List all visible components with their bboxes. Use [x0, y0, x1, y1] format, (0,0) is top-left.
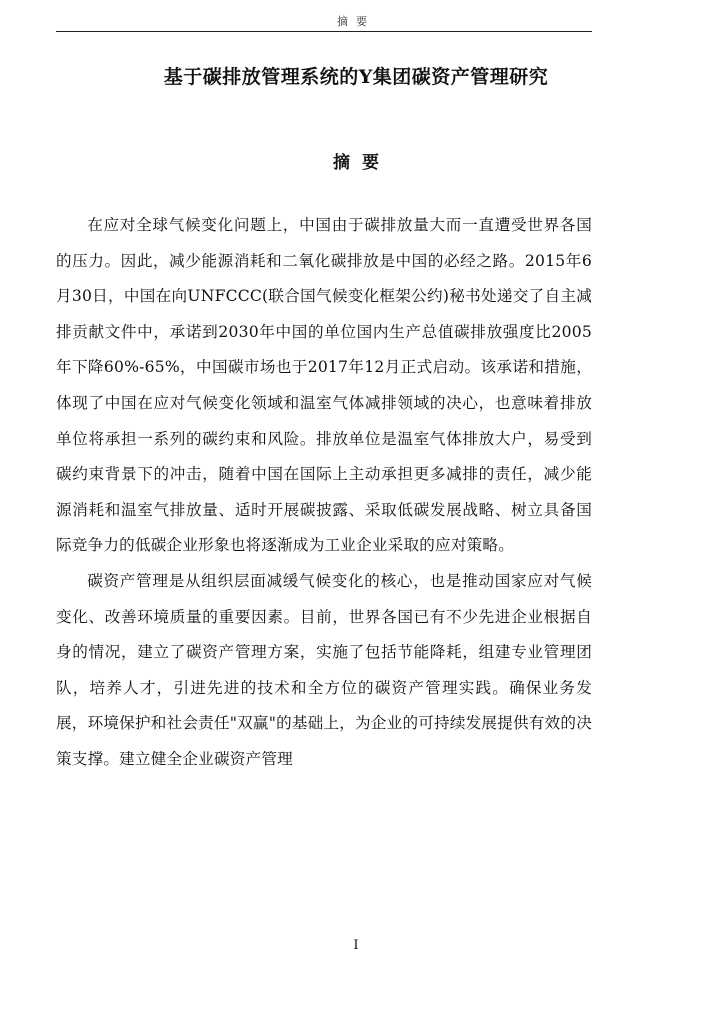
abstract-body	[56, 208, 592, 778]
thesis-title: 基于碳排放管理系统的Y集团碳资产管理研究	[163, 66, 549, 88]
running-header: 摘要	[337, 15, 375, 28]
header-rule	[56, 31, 592, 32]
page-number: I	[353, 938, 359, 953]
abstract-paragraph-1: 在应对全球气候变化问题上，中国由于碳排放量大而一直遭受世界各国的压力。因此，减少能源消耗和二氧化碳排放是中国的必经之路。2015年6月30日，中国在向UNFCCC(联合国气候变化框架公约)秘书处递交了自主减排贡献文件中，承诺到2030年中国的单位国内生产总值碳排放强度比2005年下降60%-65%，中国碳市场也于2017年12月正式启动。该承诺和措施，体现了中国在应对气候变化领域和温室气体减排领域的决心，也意味着排放单位将承担一系列的碳约束和风险。排放单位是温室气体排放大户，易受到碳约束背景下的冲击，随着中国在国际上主动承担更多减排的责任，减少能源消耗和温室气排放量、适时开展碳披露、采取低碳发展战略、树立具备国际竞争力的低碳企业形象也将逐渐成为工业企业采取的应对策略。	[56, 216, 592, 555]
abstract-paragraph-2: 碳资产管理是从组织层面减缓气候变化的核心，也是推动国家应对气候变化、改善环境质量的重要因素。目前，世界各国已有不少先进企业根据自身的情况，建立了碳资产管理方案，实施了包括节能降耗，组建专业管理团队，培养人才，引进先进的技术和全方位的碳资产管理实践。确保业务发展，环境保护和社会责任"双赢"的基础上，为企业的可持续发展提供有效的决策支撑。建立健全企业碳资产管理	[56, 571, 592, 768]
abstract-heading: 摘要	[333, 153, 391, 173]
